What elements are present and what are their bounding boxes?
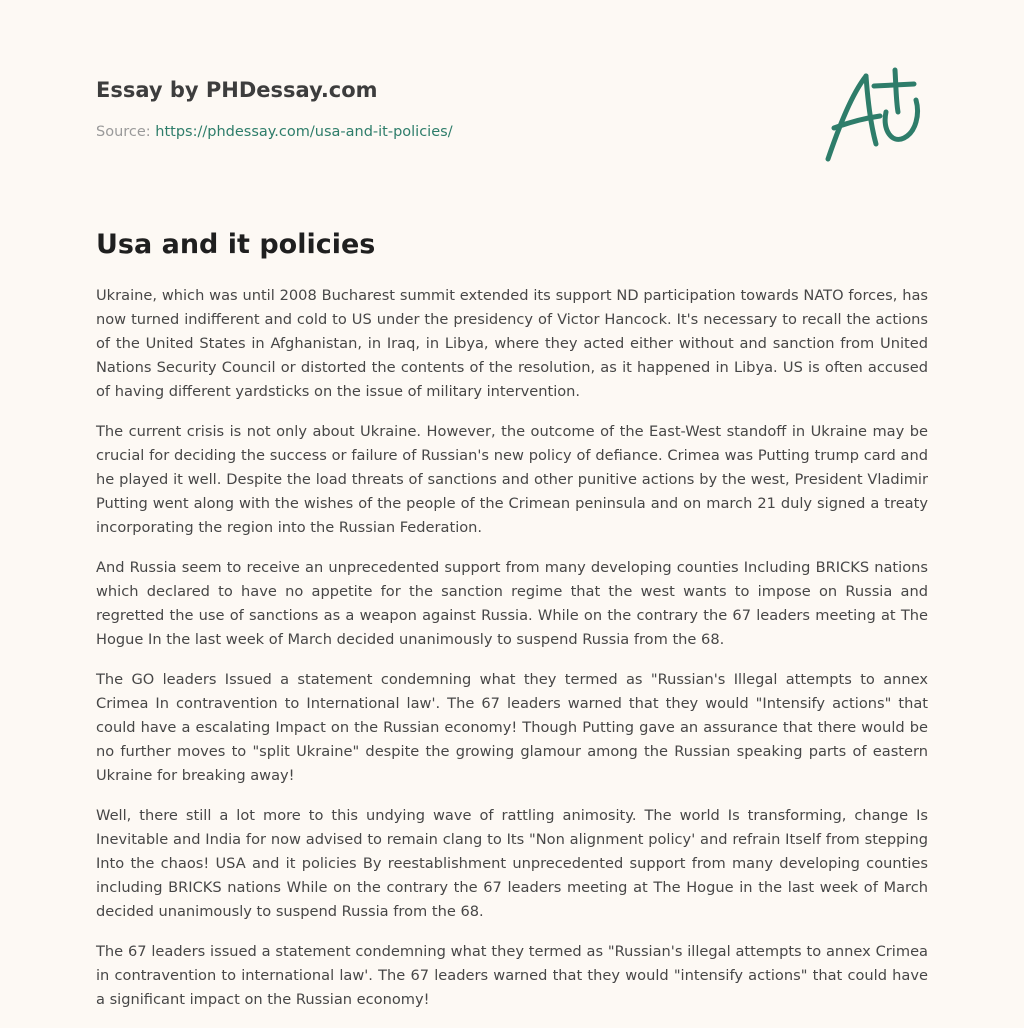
essay-title: Usa and it policies [96, 229, 376, 260]
source-link[interactable]: https://phdessay.com/usa-and-it-policies/ [155, 124, 453, 140]
source-label: Source: [96, 124, 151, 140]
essay-body [96, 284, 928, 1028]
source-line [96, 122, 928, 142]
essay-paragraph: Ukraine, which was until 2008 Bucharest summit extended its support ND participation towards NATO forces, has now turned indifferent and cold to US under the presidency of Victor Hancock. It's necessary to recall the actions of the United States in Afghanistan, in Iraq, in Libya, where they acted either without and sanction from United Nations Security Council or distorted the contents of the resolution, as it happened in Libya. US is often accused of having different yardsticks on the issue of military intervention. [96, 287, 928, 400]
essay-paragraph: Well, there still a lot more to this undying wave of rattling animosity. The world Is transforming, change Is Inevitable and India for now advised to remain clang to Its "Non alignment policy' and refrain Itself from stepping Into the chaos! USA and it policies By reestablishment unprecedented support from many developing counties including BRICKS nations While on the contrary the 67 leaders meeting at The Hogue in the last week of March decided unanimously to suspend Russia from the 68. [96, 807, 928, 920]
essay-header [96, 76, 928, 142]
essay-paragraph: The 67 leaders issued a statement condemning what they termed as "Russian's illegal attempts to annex Crimea in contravention to international law'. The 67 leaders warned that they would "intensify actions" that could have a significant impact on the Russian economy! [96, 943, 928, 1008]
essay-paragraph: The current crisis is not only about Ukraine. However, the outcome of the East-West standoff in Ukraine may be crucial for deciding the success or failure of Russian's new policy of defiance. Crimea was Putting trump card and he played it well. Despite the load threats of sanctions and other punitive actions by the west, President Vladimir Putting went along with the wishes of the people of the Crimean peninsula and on march 21 duly signed a treaty incorporating the region into the Russian Federation. [96, 423, 928, 536]
essay-paragraph: And Russia seem to receive an unprecedented support from many developing counties Including BRICKS nations which declared to have no appetite for the sanction regime that the west wants to impose on Russia and regretted the use of sanctions as a weapon against Russia. While on the contrary the 67 leaders meeting at The Hogue In the last week of March decided unanimously to suspend Russia from the 68. [96, 559, 928, 648]
site-brand: Essay by PHDessay.com [96, 78, 378, 102]
essay-paragraph: The GO leaders Issued a statement condemning what they termed as "Russian's Illegal attempts to annex Crimea In contravention to International law'. The 67 leaders warned that they would "Intensify actions" that could have a escalating Impact on the Russian economy! Though Putting gave an assurance that there would be no further moves to "split Ukraine" despite the growing glamour among the Russian speaking parts of eastern Ukraine for breaking away! [96, 671, 928, 784]
a-plus-grade-logo-icon [818, 64, 928, 170]
